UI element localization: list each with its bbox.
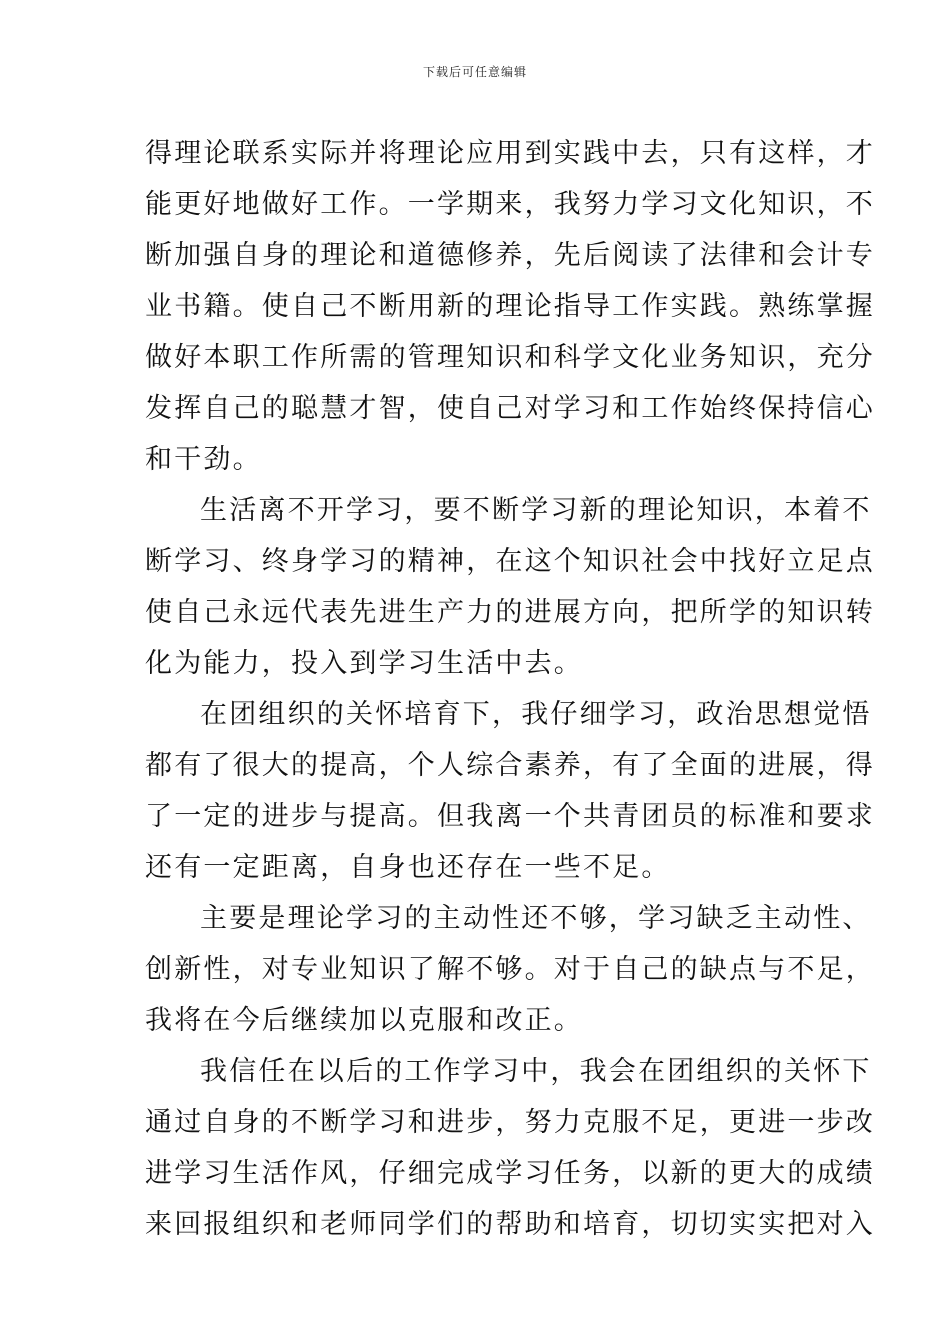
text-line: 断加强自身的理论和道德修养，先后阅读了法律和会计专 <box>145 240 875 271</box>
paragraph <box>145 1046 875 1250</box>
paragraph <box>145 689 875 893</box>
text-line: 我信任在以后的工作学习中，我会在团组织的关怀下 <box>200 1056 872 1087</box>
text-line: 我将在今后继续加以克服和改正。 <box>145 1005 583 1036</box>
text-line: 能更好地做好工作。一学期来，我努力学习文化知识，不 <box>145 189 875 220</box>
text-line: 断学习、终身学习的精神，在这个知识社会中找好立足点 <box>145 546 875 577</box>
text-line: 了一定的进步与提高。但我离一个共青团员的标准和要求 <box>145 801 875 832</box>
text-line: 和干劲。 <box>145 444 262 475</box>
text-line: 化为能力，投入到学习生活中去。 <box>145 648 583 679</box>
paragraph <box>145 485 875 689</box>
text-line: 来回报组织和老师同学们的帮助和培育，切切实实把对入 <box>145 1209 875 1240</box>
page-header: 下载后可任意编辑 <box>422 65 527 79</box>
text-line: 得理论联系实际并将理论应用到实践中去，只有这样，才 <box>145 138 875 169</box>
text-line: 通过自身的不断学习和进步，努力克服不足，更进一步改 <box>145 1107 875 1138</box>
text-line: 进学习生活作风，仔细完成学习任务，以新的更大的成绩 <box>145 1158 875 1189</box>
document-body <box>145 128 875 1250</box>
paragraph <box>145 893 875 1046</box>
text-line: 业书籍。使自己不断用新的理论指导工作实践。熟练掌握 <box>145 291 875 322</box>
text-line: 做好本职工作所需的管理知识和科学文化业务知识，充分 <box>145 342 875 373</box>
text-line: 使自己永远代表先进生产力的进展方向，把所学的知识转 <box>145 597 875 628</box>
text-line: 创新性，对专业知识了解不够。对于自己的缺点与不足， <box>145 954 875 985</box>
text-line: 主要是理论学习的主动性还不够，学习缺乏主动性、 <box>200 903 872 934</box>
text-line: 生活离不开学习，要不断学习新的理论知识，本着不 <box>200 495 872 526</box>
text-line: 都有了很大的提高，个人综合素养，有了全面的进展，得 <box>145 750 875 781</box>
text-line: 在团组织的关怀培育下，我仔细学习，政治思想觉悟 <box>200 699 872 730</box>
text-line: 还有一定距离，自身也还存在一些不足。 <box>145 852 671 883</box>
paragraph <box>145 128 875 485</box>
text-line: 发挥自己的聪慧才智，使自己对学习和工作始终保持信心 <box>145 393 875 424</box>
